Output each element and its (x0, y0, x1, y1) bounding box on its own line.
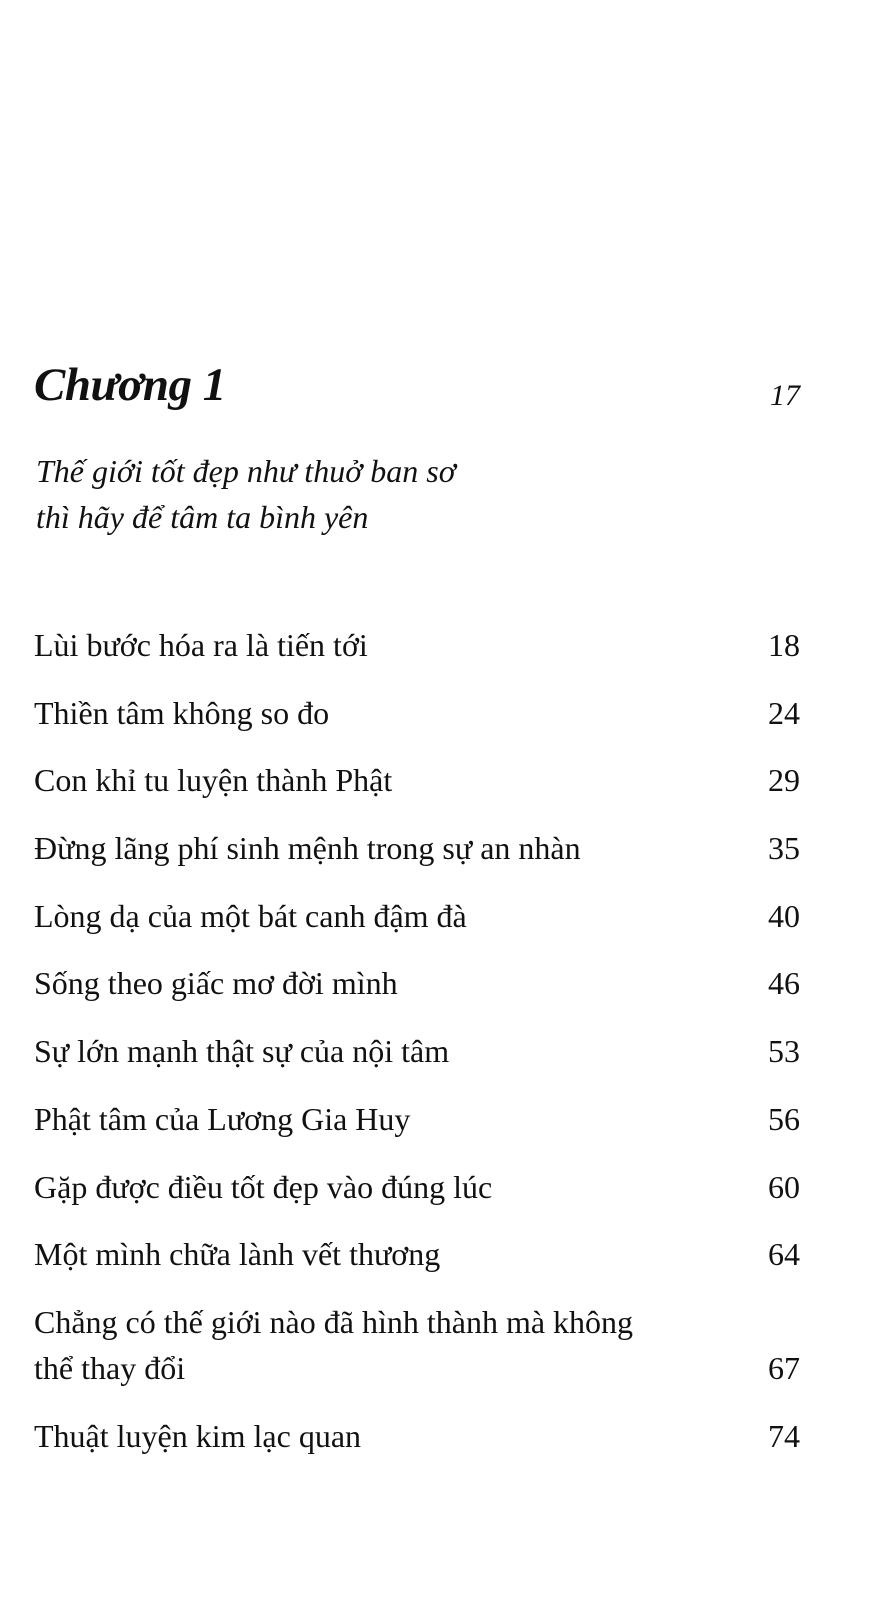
toc-entry-title: Con khỉ tu luyện thành Phật (34, 762, 393, 799)
toc-entry-title: Gặp được điều tốt đẹp vào đúng lúc (34, 1168, 493, 1205)
toc-entry[interactable] (34, 893, 800, 939)
toc-entry-page: 24 (768, 694, 800, 731)
toc-entry-title: Phật tâm của Lương Gia Huy (34, 1100, 411, 1137)
toc-entry[interactable] (34, 825, 800, 871)
toc-entry-title: Lòng dạ của một bát canh đậm đà (34, 897, 467, 934)
toc-entry-title: Thuật luyện kim lạc quan (34, 1417, 362, 1454)
chapter-page-number: 17 (770, 379, 800, 412)
toc-entry-page: 40 (768, 897, 800, 934)
toc-entry[interactable] (34, 1096, 800, 1142)
toc-entry-page: 67 (768, 1349, 800, 1386)
toc-entry-page: 29 (768, 762, 800, 799)
toc-entry[interactable] (34, 622, 800, 668)
toc-entry-page: 64 (768, 1236, 800, 1273)
chapter-subtitle (36, 448, 456, 540)
toc-entry[interactable] (34, 1231, 800, 1277)
toc-entry-title: Sống theo giấc mơ đời mình (34, 965, 398, 1002)
toc-entry[interactable] (34, 1413, 800, 1459)
toc-entry-page: 46 (768, 965, 800, 1002)
toc-entry-page: 53 (768, 1033, 800, 1070)
toc-entry[interactable] (34, 1299, 800, 1391)
toc-entry[interactable] (34, 757, 800, 803)
table-of-contents-list (34, 622, 800, 1459)
toc-entry[interactable] (34, 1164, 800, 1210)
toc-entry-page: 56 (768, 1100, 800, 1137)
toc-entry-title: Sự lớn mạnh thật sự của nội tâm (34, 1033, 450, 1070)
toc-entry-page: 35 (768, 830, 800, 867)
chapter-subtitle-line: Thế giới tốt đẹp như thuở ban sơ (36, 453, 456, 489)
chapter-subtitle-line: thì hãy để tâm ta bình yên (36, 499, 369, 535)
toc-entry[interactable] (34, 690, 800, 736)
toc-entry-page: 18 (768, 627, 800, 663)
toc-entry-title: Đừng lãng phí sinh mệnh trong sự an nhàn (34, 830, 581, 867)
toc-entry[interactable] (34, 1028, 800, 1074)
toc-entry-title: Thiền tâm không so đo (34, 694, 330, 731)
toc-entry[interactable] (34, 960, 800, 1006)
toc-entry-title: Lùi bước hóa ra là tiến tới (34, 627, 368, 663)
toc-entry-title: Một mình chữa lành vết thương (34, 1236, 441, 1273)
toc-entry-title: Chẳng có thế giới nào đã hình thành mà không thể thay đổi (34, 1303, 634, 1386)
chapter-title: Chương 1 (34, 359, 226, 411)
toc-entry-page: 60 (768, 1168, 800, 1205)
toc-entry-page: 74 (768, 1417, 800, 1454)
